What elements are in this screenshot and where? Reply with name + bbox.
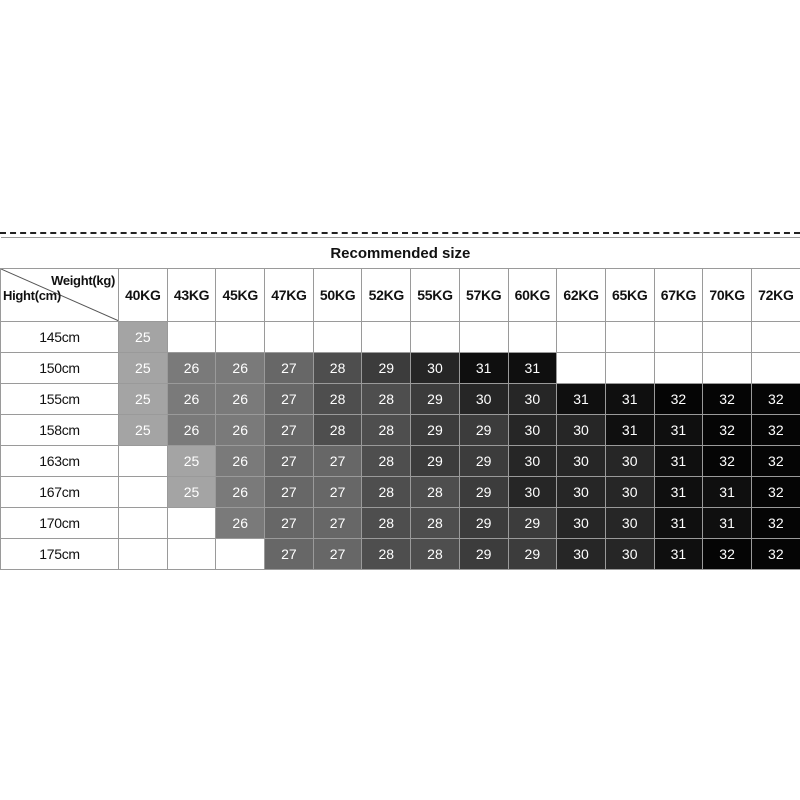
- size-cell: [703, 322, 752, 353]
- size-cell: 30: [605, 508, 654, 539]
- size-cell: [411, 322, 460, 353]
- size-cell: 26: [167, 353, 216, 384]
- weight-header-62kg: 62KG: [557, 269, 606, 322]
- table-row: [1, 353, 800, 384]
- size-cell: 29: [508, 539, 557, 570]
- table-row: [1, 539, 800, 570]
- size-cell: 29: [411, 415, 460, 446]
- size-cell: 28: [313, 353, 362, 384]
- size-cell: 26: [216, 508, 265, 539]
- size-cell: [703, 353, 752, 384]
- size-cell: 27: [265, 384, 314, 415]
- size-cell: 30: [605, 477, 654, 508]
- size-cell: [167, 508, 216, 539]
- size-cell: 29: [459, 508, 508, 539]
- size-cell: 29: [459, 477, 508, 508]
- size-cell: 27: [313, 539, 362, 570]
- size-cell: 29: [411, 446, 460, 477]
- size-cell: 28: [362, 477, 411, 508]
- weight-header-57kg: 57KG: [459, 269, 508, 322]
- size-cell: 31: [557, 384, 606, 415]
- size-cell: 29: [362, 353, 411, 384]
- size-cell: [216, 322, 265, 353]
- size-cell: 31: [654, 446, 703, 477]
- weight-header-60kg: 60KG: [508, 269, 557, 322]
- size-cell: 27: [313, 477, 362, 508]
- size-cell: 27: [313, 508, 362, 539]
- size-cell: 31: [654, 415, 703, 446]
- size-cell: [216, 539, 265, 570]
- height-label-163cm: 163cm: [1, 446, 119, 477]
- size-cell: 30: [557, 508, 606, 539]
- size-cell: 32: [751, 508, 800, 539]
- size-cell: 29: [459, 415, 508, 446]
- size-cell: 30: [557, 477, 606, 508]
- weight-header-65kg: 65KG: [605, 269, 654, 322]
- size-cell: 32: [751, 477, 800, 508]
- chart-title: Recommended size: [1, 238, 800, 269]
- size-cell: 31: [605, 415, 654, 446]
- size-cell: 32: [751, 539, 800, 570]
- table-row: [1, 446, 800, 477]
- size-cell: 30: [508, 384, 557, 415]
- height-axis-label: Hight(cm): [3, 288, 61, 303]
- size-cell: 30: [605, 539, 654, 570]
- size-cell: 28: [411, 477, 460, 508]
- size-cell: 31: [605, 384, 654, 415]
- size-chart-body: [1, 322, 800, 570]
- size-cell: 32: [751, 384, 800, 415]
- size-cell: [313, 322, 362, 353]
- size-cell: 30: [508, 415, 557, 446]
- table-row: [1, 477, 800, 508]
- size-cell: 31: [459, 353, 508, 384]
- size-cell: 26: [216, 477, 265, 508]
- size-cell: 30: [605, 446, 654, 477]
- size-cell: 27: [265, 415, 314, 446]
- size-cell: 29: [459, 539, 508, 570]
- size-cell: 26: [216, 446, 265, 477]
- weight-header-43kg: 43KG: [167, 269, 216, 322]
- size-cell: [119, 477, 168, 508]
- size-cell: 27: [265, 446, 314, 477]
- size-cell: [605, 322, 654, 353]
- weight-header-72kg: 72KG: [751, 269, 800, 322]
- size-cell: 29: [459, 446, 508, 477]
- height-label-158cm: 158cm: [1, 415, 119, 446]
- size-cell: 30: [411, 353, 460, 384]
- size-cell: 26: [216, 415, 265, 446]
- weight-header-40kg: 40KG: [119, 269, 168, 322]
- weight-header-50kg: 50KG: [313, 269, 362, 322]
- size-cell: 29: [508, 508, 557, 539]
- title-row: [1, 238, 800, 269]
- weight-axis-label: Weight(kg): [51, 273, 115, 288]
- size-cell: 30: [508, 477, 557, 508]
- size-cell: 30: [557, 415, 606, 446]
- size-cell: 32: [703, 539, 752, 570]
- weight-header-47kg: 47KG: [265, 269, 314, 322]
- size-cell: 28: [362, 508, 411, 539]
- size-cell: [654, 353, 703, 384]
- size-chart-table: [0, 237, 800, 570]
- height-label-175cm: 175cm: [1, 539, 119, 570]
- size-cell: 25: [167, 446, 216, 477]
- size-cell: 32: [654, 384, 703, 415]
- size-cell: 31: [654, 508, 703, 539]
- size-cell: 25: [119, 322, 168, 353]
- size-cell: 28: [362, 415, 411, 446]
- size-cell: [508, 322, 557, 353]
- size-cell: 30: [508, 446, 557, 477]
- size-cell: [751, 322, 800, 353]
- size-cell: [119, 446, 168, 477]
- size-cell: [557, 322, 606, 353]
- table-row: [1, 322, 800, 353]
- size-cell: 32: [751, 446, 800, 477]
- size-cell: 27: [265, 539, 314, 570]
- size-cell: [167, 539, 216, 570]
- weight-header-45kg: 45KG: [216, 269, 265, 322]
- height-label-155cm: 155cm: [1, 384, 119, 415]
- size-cell: 27: [265, 353, 314, 384]
- size-cell: 26: [167, 415, 216, 446]
- size-cell: 28: [362, 384, 411, 415]
- size-cell: 25: [119, 415, 168, 446]
- size-cell: 30: [557, 539, 606, 570]
- size-cell: [265, 322, 314, 353]
- height-label-150cm: 150cm: [1, 353, 119, 384]
- size-cell: 32: [703, 446, 752, 477]
- weight-header-row: [1, 269, 800, 322]
- size-cell: [119, 508, 168, 539]
- height-label-145cm: 145cm: [1, 322, 119, 353]
- size-cell: [362, 322, 411, 353]
- weight-header-70kg: 70KG: [703, 269, 752, 322]
- size-cell: [605, 353, 654, 384]
- size-cell: [119, 539, 168, 570]
- size-cell: 31: [703, 508, 752, 539]
- size-cell: 27: [265, 477, 314, 508]
- size-cell: 31: [654, 539, 703, 570]
- size-cell: 31: [508, 353, 557, 384]
- size-cell: 31: [654, 477, 703, 508]
- height-label-167cm: 167cm: [1, 477, 119, 508]
- weight-header-55kg: 55KG: [411, 269, 460, 322]
- size-cell: [167, 322, 216, 353]
- size-cell: [654, 322, 703, 353]
- size-cell: 26: [167, 384, 216, 415]
- table-row: [1, 415, 800, 446]
- top-dashed-divider: [0, 232, 800, 234]
- size-cell: [751, 353, 800, 384]
- size-cell: 30: [557, 446, 606, 477]
- size-cell: 28: [362, 539, 411, 570]
- size-cell: 31: [703, 477, 752, 508]
- size-cell: 25: [119, 384, 168, 415]
- height-label-170cm: 170cm: [1, 508, 119, 539]
- size-cell: 32: [703, 384, 752, 415]
- size-cell: [459, 322, 508, 353]
- size-cell: 29: [411, 384, 460, 415]
- size-cell: 26: [216, 353, 265, 384]
- weight-header-52kg: 52KG: [362, 269, 411, 322]
- size-cell: 25: [167, 477, 216, 508]
- table-row: [1, 384, 800, 415]
- size-cell: 27: [265, 508, 314, 539]
- size-cell: 28: [362, 446, 411, 477]
- size-cell: 32: [751, 415, 800, 446]
- size-cell: 28: [411, 508, 460, 539]
- weight-header-67kg: 67KG: [654, 269, 703, 322]
- size-cell: 32: [703, 415, 752, 446]
- table-row: [1, 508, 800, 539]
- size-cell: 28: [411, 539, 460, 570]
- size-cell: [557, 353, 606, 384]
- size-cell: 30: [459, 384, 508, 415]
- size-cell: 26: [216, 384, 265, 415]
- size-cell: 27: [313, 446, 362, 477]
- size-cell: 28: [313, 384, 362, 415]
- size-cell: 25: [119, 353, 168, 384]
- size-cell: 28: [313, 415, 362, 446]
- corner-header-cell: [1, 269, 119, 322]
